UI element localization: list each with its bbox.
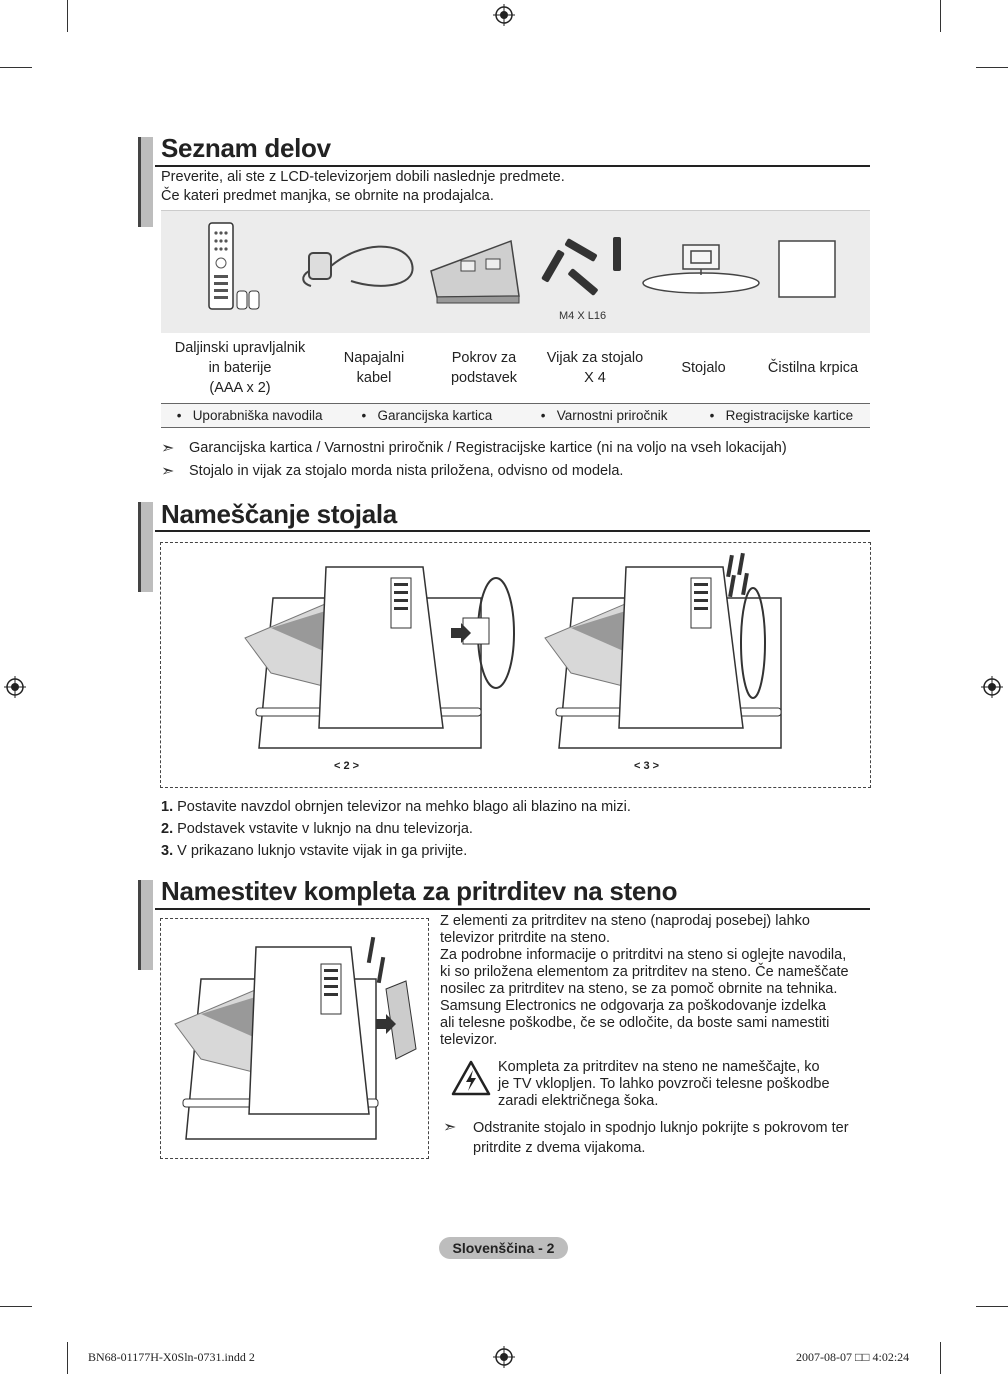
- step-number: 3.: [161, 843, 174, 859]
- part-label: [539, 333, 651, 403]
- arrow-note-icon: ➣: [161, 440, 175, 457]
- crop-mark: [940, 0, 941, 32]
- crop-mark: [0, 67, 32, 68]
- part-label: [319, 333, 429, 403]
- electric-warning-icon: [451, 1060, 491, 1096]
- warning-line: zaradi električnega šoka.: [498, 1093, 659, 1109]
- intro-line: Če kateri predmet manjka, se obrnite na prodajalca.: [161, 188, 494, 204]
- parts-illustration: [161, 211, 870, 333]
- step-item: [161, 796, 631, 818]
- crop-mark: [67, 0, 68, 32]
- accessory-item: • Registracijske kartice: [709, 408, 854, 423]
- part-label: [756, 333, 870, 403]
- accessory-item: • Varnostni priročnik: [540, 408, 668, 423]
- step-text: Postavite navzdol obrnjen televizor na mehko blago ali blazino na mizi.: [173, 799, 631, 815]
- part-label-line: podstavek: [450, 370, 518, 386]
- figure-2: [245, 567, 514, 772]
- wall-mount-warning: [498, 1059, 868, 1110]
- step-number: 1.: [161, 799, 174, 815]
- part-label-line: Čistilna krpica: [767, 360, 859, 376]
- note-line: [161, 461, 623, 481]
- crop-mark: [940, 1342, 941, 1374]
- accessories-row: [161, 403, 870, 428]
- note-text: Odstranite stojalo in spodnjo luknjo pokrijte s pokrovom ter: [473, 1120, 849, 1136]
- screws-illustration: [541, 237, 621, 322]
- part-label-line: Stojalo: [681, 360, 726, 376]
- part-label-line: kabel: [356, 370, 392, 386]
- warning-line: Kompleta za pritrditev na steno ne nameščajte, ko: [498, 1059, 820, 1075]
- paragraph-line: ki so priložena elementom za pritrditev na steno. Če nameščate: [440, 964, 849, 980]
- part-label-line: X 4: [584, 370, 606, 386]
- parts-labels-row: [161, 333, 870, 403]
- parts-intro: [161, 168, 565, 206]
- figure-3: [545, 553, 781, 772]
- step-text: Podstavek vstavite v luknjo na dnu televizorja.: [173, 821, 473, 837]
- arrow-note-icon: ➣: [443, 1119, 457, 1136]
- stand-installation-illustration: [161, 543, 870, 787]
- paragraph-line: nosilec za pritrditev na steno, se za pomoč obrnite na tehnika.: [440, 981, 838, 997]
- crop-mark: [0, 1306, 32, 1307]
- paragraph-line: Samsung Electronics ne odgovarja za poškodovanje izdelka: [440, 998, 827, 1014]
- crop-mark: [976, 1306, 1008, 1307]
- part-label-line: Pokrov za: [451, 350, 517, 366]
- parts-illustration-strip: [161, 210, 870, 333]
- section-title-parts: Seznam delov: [161, 133, 331, 163]
- intro-line: Preverite, ali ste z LCD-televizorjem dobili naslednje predmete.: [161, 169, 565, 185]
- figure-label: < 2 >: [334, 760, 360, 772]
- note-text: Stojalo in vijak za stojalo morda nista priložena, odvisno od modela.: [189, 463, 624, 479]
- paragraph-line: ali telesne poškodbe, če se odločite, da boste sami namestiti: [440, 1015, 830, 1031]
- step-text: V prikazano luknjo vstavite vijak in ga privijte.: [173, 843, 468, 859]
- registration-mark-icon: [493, 4, 515, 26]
- accessory-label: Registracijske kartice: [725, 408, 854, 423]
- part-label-line: in baterije: [208, 360, 272, 376]
- paragraph-line: televizor pritrdite na steno.: [440, 930, 611, 946]
- section-title-stand: Nameščanje stojala: [161, 499, 397, 529]
- screw-size-label: M4 X L16: [559, 310, 607, 322]
- wall-mount-illustration: [161, 919, 428, 1158]
- section-title-wall-mount: Namestitev kompleta za pritrditev na steno: [161, 876, 678, 906]
- part-label: [161, 333, 319, 403]
- step-item: [161, 818, 631, 840]
- section-marker: [138, 137, 153, 227]
- stand-cover-illustration: [431, 241, 519, 303]
- wall-mount-figure-box: [160, 918, 429, 1159]
- cleaning-cloth-illustration: [779, 241, 835, 297]
- paragraph-line: televizor.: [440, 1032, 498, 1048]
- paragraph-line: Za podrobne informacije o pritrditvi na steno si oglejte navodila,: [440, 947, 847, 963]
- accessory-item: • Uporabniška navodila: [176, 408, 323, 423]
- step-number: 2.: [161, 821, 174, 837]
- section-rule: [155, 530, 870, 532]
- section-marker: [138, 502, 153, 592]
- figure-label: < 3 >: [634, 760, 660, 772]
- note-line: [161, 438, 787, 458]
- part-label-line: Vijak za stojalo: [546, 350, 644, 366]
- file-slug: BN68-01177H-X0Sln-0731.indd 2: [88, 1350, 255, 1364]
- registration-mark-icon: [4, 676, 26, 698]
- section-marker: [138, 880, 153, 970]
- part-label-line: (AAA x 2): [209, 380, 271, 396]
- stand-figure-box: [160, 542, 871, 788]
- section-rule: [155, 165, 870, 167]
- accessory-label: Uporabniška navodila: [192, 408, 323, 423]
- accessory-label: Varnostni priročnik: [556, 408, 668, 423]
- accessory-label: Garancijska kartica: [377, 408, 493, 423]
- paragraph-line: Z elementi za pritrditev na steno (naprodaj posebej) lahko: [440, 913, 810, 929]
- power-cable-illustration: [303, 247, 412, 286]
- note-text: pritrdite z dvema vijakoma.: [473, 1140, 646, 1156]
- crop-mark: [976, 67, 1008, 68]
- wall-mount-description: [440, 913, 870, 1049]
- accessory-item: • Garancijska kartica: [361, 408, 493, 423]
- part-label: [651, 333, 756, 403]
- note-text: Garancijska kartica / Varnostni priročnik / Registracijske kartice (ni na voljo na vseh lokacijah): [189, 440, 787, 456]
- page-number-badge: Slovenščina - 2: [439, 1237, 568, 1259]
- remote-control-illustration: [209, 223, 259, 309]
- registration-mark-icon: [981, 676, 1003, 698]
- registration-mark-icon: [493, 1346, 515, 1368]
- date-slug: 2007-08-07 □□ 4:02:24: [796, 1350, 910, 1364]
- arrow-note-icon: ➣: [161, 463, 175, 480]
- crop-mark: [67, 1342, 68, 1374]
- stand-steps: [161, 796, 631, 862]
- part-label: [429, 333, 539, 403]
- stand-illustration: [643, 245, 759, 293]
- warning-line: je TV vklopljen. To lahko povzroči telesne poškodbe: [498, 1076, 830, 1092]
- step-item: [161, 840, 631, 862]
- part-label-line: Daljinski upravljalnik: [174, 340, 306, 356]
- wall-mount-note: [443, 1118, 873, 1158]
- part-label-line: Napajalni: [343, 350, 405, 366]
- section-rule: [155, 908, 870, 910]
